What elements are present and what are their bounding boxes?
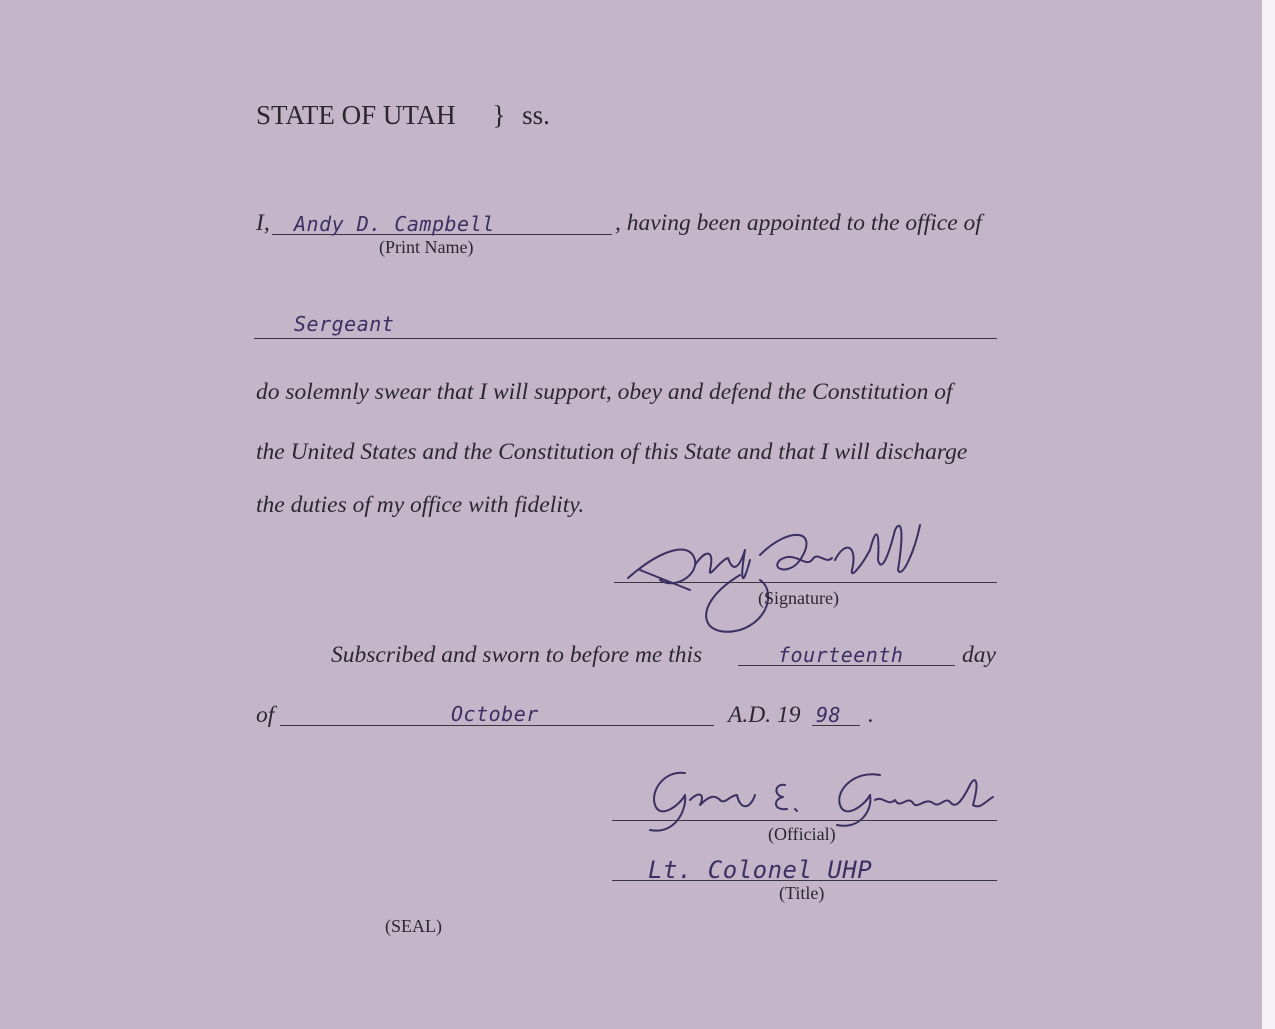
title-line xyxy=(612,880,997,881)
state-heading xyxy=(256,100,550,131)
official-caption: (Official) xyxy=(768,824,836,844)
year-period: . xyxy=(868,702,874,728)
office-value: Sergeant xyxy=(294,312,395,336)
title-value: Lt. Colonel UHP xyxy=(648,856,873,884)
scan-edge xyxy=(1262,0,1275,1029)
of-label: of xyxy=(256,702,275,728)
state-name: STATE OF UTAH xyxy=(256,100,456,130)
day-label: day xyxy=(962,642,996,668)
oath-line-1: do solemnly swear that I will support, obey and defend the Constitution of xyxy=(256,379,953,405)
month-value: October xyxy=(451,702,539,726)
oath-line-2: the United States and the Constitution of this State and that I will discharge xyxy=(256,439,968,465)
oath-prefix: I, xyxy=(256,210,270,236)
appointed-text: , having been appointed to the office of xyxy=(615,210,982,236)
day-value: fourteenth xyxy=(778,643,904,667)
signature-caption: (Signature) xyxy=(758,588,839,608)
oath-line-3: the duties of my office with fidelity. xyxy=(256,492,585,518)
oath-signature-image xyxy=(620,520,940,640)
ss-label: ss. xyxy=(522,100,550,130)
office-line xyxy=(254,338,997,339)
brace: } xyxy=(492,100,506,130)
name-value: Andy D. Campbell xyxy=(294,212,495,236)
name-caption: (Print Name) xyxy=(379,237,474,257)
year-value: 98 xyxy=(816,703,842,727)
subscribed-text: Subscribed and sworn to before me this xyxy=(331,642,703,668)
title-caption: (Title) xyxy=(779,883,825,903)
ad-label: A.D. 19 xyxy=(728,702,801,728)
seal-label: (SEAL) xyxy=(385,916,442,936)
